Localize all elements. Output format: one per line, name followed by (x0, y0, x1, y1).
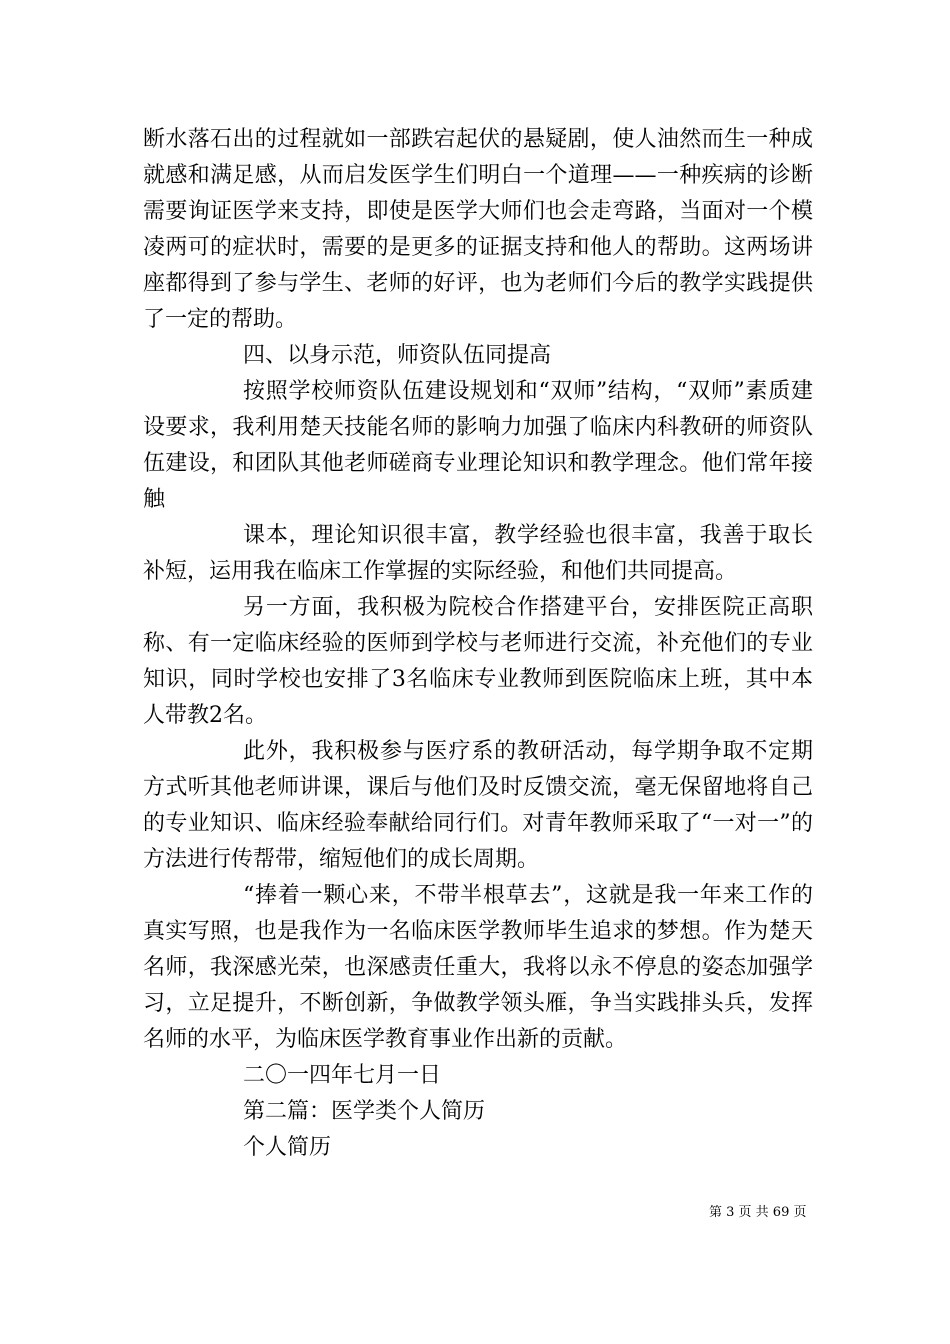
paragraph-continuation: 断水落石出的过程就如一部跌宕起伏的悬疑剧，使人油然而生一种成就感和满足感，从而启发医学生们明白一个道理——一种疾病的诊断需要询证医学来支持，即使是医学大师们也会走弯路，当面对一个模凌两可的症状时，需要的是更多的证据支持和他人的帮助。这两场讲座都得到了参与学生、老师的好评，也为老师们今后的教学实践提供了一定的帮助。 (143, 127, 813, 332)
document-body (143, 122, 813, 1166)
chapter-heading: 第二篇：医学类个人简历 (243, 1099, 486, 1124)
paragraph-teaching-activities: 此外，我积极参与医疗系的教研活动，每学期争取不定期方式听其他老师讲课，课后与他们及时反馈交流，毫无保留地将自己的专业知识、临床经验奉献给同行们。对青年教师采取了“一对一”的方法进行传帮带，缩短他们的成长周期。 (143, 739, 813, 872)
paragraph-textbook: 课本，理论知识很丰富，教学经验也很丰富，我善于取长补短，运用我在临床工作掌握的实际经验，和他们共同提高。 (143, 523, 813, 584)
paragraph-cooperation: 另一方面，我积极为院校合作搭建平台，安排医院正高职称、有一定临床经验的医师到学校与老师进行交流，补充他们的专业知识，同时学校也安排了3名临床专业教师到医院临床上班，其中本人带教2名。 (143, 595, 813, 728)
page-number-footer: 第 3 页 共 69 页 (709, 1205, 807, 1220)
section-heading-four: 四、以身示范，师资队伍同提高 (243, 343, 552, 368)
paragraph-dual-teacher: 按照学校师资队伍建设规划和“双师”结构，“双师”素质建设要求，我利用楚天技能名师的影响力加强了临床内科教研的师资队伍建设，和团队其他老师磋商专业理论知识和教学理念。他们常年接触 (143, 379, 813, 512)
paragraph-conclusion: “捧着一颗心来，不带半根草去”，这就是我一年来工作的真实写照，也是我作为一名临床医学教师毕生追求的梦想。作为楚天名师，我深感光荣，也深感责任重大，我将以永不停息的姿态加强学习，立足提升，不断创新，争做教学领头雁，争当实践排头兵，发挥名师的水平，为临床医学教育事业作出新的贡献。 (143, 883, 813, 1052)
resume-title: 个人简历 (243, 1135, 332, 1160)
date-line: 二〇一四年七月一日 (243, 1063, 442, 1088)
